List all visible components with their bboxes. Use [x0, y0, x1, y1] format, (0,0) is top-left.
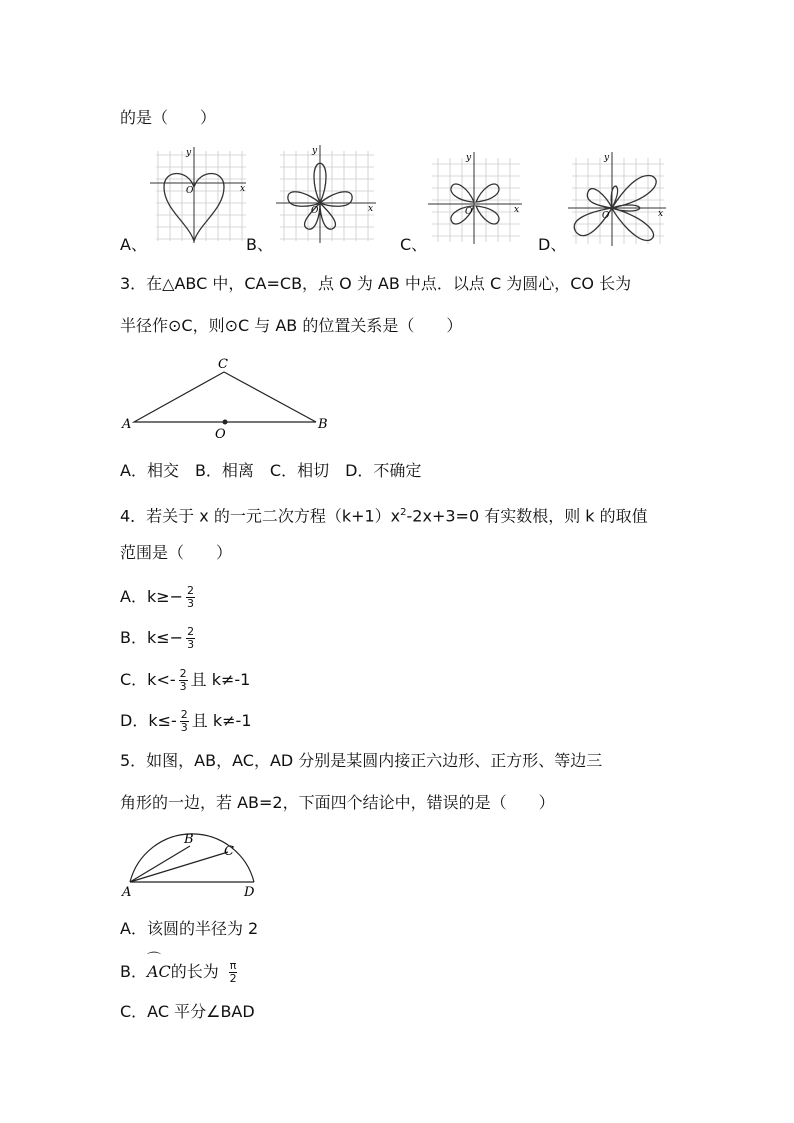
- origin-label: O: [186, 186, 194, 196]
- option-prefix: A．k≥−: [120, 587, 184, 606]
- q3-stem-line2: 半径作⊙C，则⊙C 与 AB 的位置关系是（ ）: [120, 316, 463, 335]
- fraction: [229, 960, 238, 985]
- q4-option-b: [120, 626, 198, 651]
- q2-graph-c-clover: [428, 152, 524, 244]
- point-o-label: O: [215, 427, 226, 442]
- option-condition: 且 k≠-1: [191, 711, 252, 730]
- axis-y-label: y: [312, 146, 318, 156]
- q5-option-b: [120, 960, 240, 985]
- numerator: 2: [187, 584, 195, 597]
- point-c-label: C: [224, 844, 234, 859]
- axis-y-label: y: [186, 148, 192, 158]
- origin-label: O: [465, 207, 473, 217]
- denominator: 2: [229, 972, 237, 985]
- arc-ac-notation: ⌒ AC: [147, 962, 171, 982]
- point-b-label: B: [318, 417, 328, 432]
- numerator: 2: [187, 625, 195, 638]
- q3-options: A．相交 B．相离 C．相切 D．不确定: [120, 461, 422, 480]
- option-prefix: B．: [120, 962, 147, 981]
- q5-option-c: C．AC 平分∠BAD: [120, 1002, 255, 1021]
- denominator: 3: [187, 597, 195, 610]
- q4-option-c: [120, 668, 250, 693]
- q2-option-c-label: C、: [400, 235, 428, 254]
- denominator: 3: [179, 680, 187, 693]
- q5-option-a: A．该圆的半径为 2: [120, 919, 259, 938]
- option-condition: 且 k≠-1: [190, 670, 251, 689]
- q5-stem-line1: 5．如图，AB，AC，AD 分别是某圆内接正六边形、正方形、等边三: [120, 751, 603, 770]
- q2-graph-a-heart: [148, 147, 250, 243]
- option-text: 的长为: [170, 962, 219, 981]
- fraction: [179, 668, 188, 693]
- axis-x-label: x: [658, 209, 664, 219]
- numerator: π: [229, 959, 237, 972]
- q4-stem-line1: [120, 503, 648, 526]
- point-b-label: B: [184, 832, 194, 847]
- q3-figure-triangle: [118, 352, 338, 442]
- point-a-label: A: [122, 417, 132, 432]
- option-prefix: D．k≤-: [120, 711, 177, 730]
- fraction: [186, 626, 195, 651]
- q4-stem-part1: 4．若关于 x 的一元二次方程（k+1）x: [120, 506, 401, 526]
- q2-graph-b-flower: [276, 145, 378, 243]
- point-d-label: D: [244, 885, 255, 900]
- q2-option-a-label: A、: [120, 235, 147, 254]
- q3-stem-line1: 3．在△ABC 中，CA=CB，点 O 为 AB 中点．以点 C 为圆心，CO 长为: [120, 274, 632, 293]
- origin-label: O: [602, 211, 610, 221]
- q4-exponent: 2: [400, 507, 407, 518]
- q2-option-d-label: D、: [538, 235, 567, 254]
- denominator: 3: [187, 638, 195, 651]
- numerator: 2: [179, 667, 187, 680]
- q2-option-b-label: B、: [246, 235, 273, 254]
- option-prefix: B．k≤−: [120, 628, 184, 647]
- fraction: [186, 585, 195, 610]
- q4-stem-line2: 范围是（ ）: [120, 543, 233, 562]
- q4-option-a: [120, 585, 198, 610]
- q4-option-d: [120, 709, 252, 734]
- denominator: 3: [180, 721, 188, 734]
- point-a-label: A: [122, 885, 132, 900]
- q2-stem-tail: 的是（ ）: [120, 108, 217, 127]
- q5-stem-line2: 角形的一边，若 AB=2，下面四个结论中，错误的是（ ）: [120, 793, 555, 812]
- axis-y-label: y: [604, 153, 610, 163]
- q2-graph-d-butterfly: [568, 152, 668, 246]
- axis-y-label: y: [466, 153, 472, 163]
- axis-x-label: x: [368, 204, 374, 214]
- fraction: [180, 709, 189, 734]
- origin-label: O: [311, 206, 319, 216]
- option-prefix: C．k<-: [120, 670, 176, 689]
- q5-figure-semicircle: [118, 830, 268, 900]
- numerator: 2: [180, 708, 188, 721]
- axis-x-label: x: [514, 205, 520, 215]
- point-c-label: C: [218, 357, 228, 372]
- q4-stem-part2: -2x+3=0 有实数根，则 k 的取值: [406, 506, 648, 526]
- axis-x-label: x: [240, 184, 246, 194]
